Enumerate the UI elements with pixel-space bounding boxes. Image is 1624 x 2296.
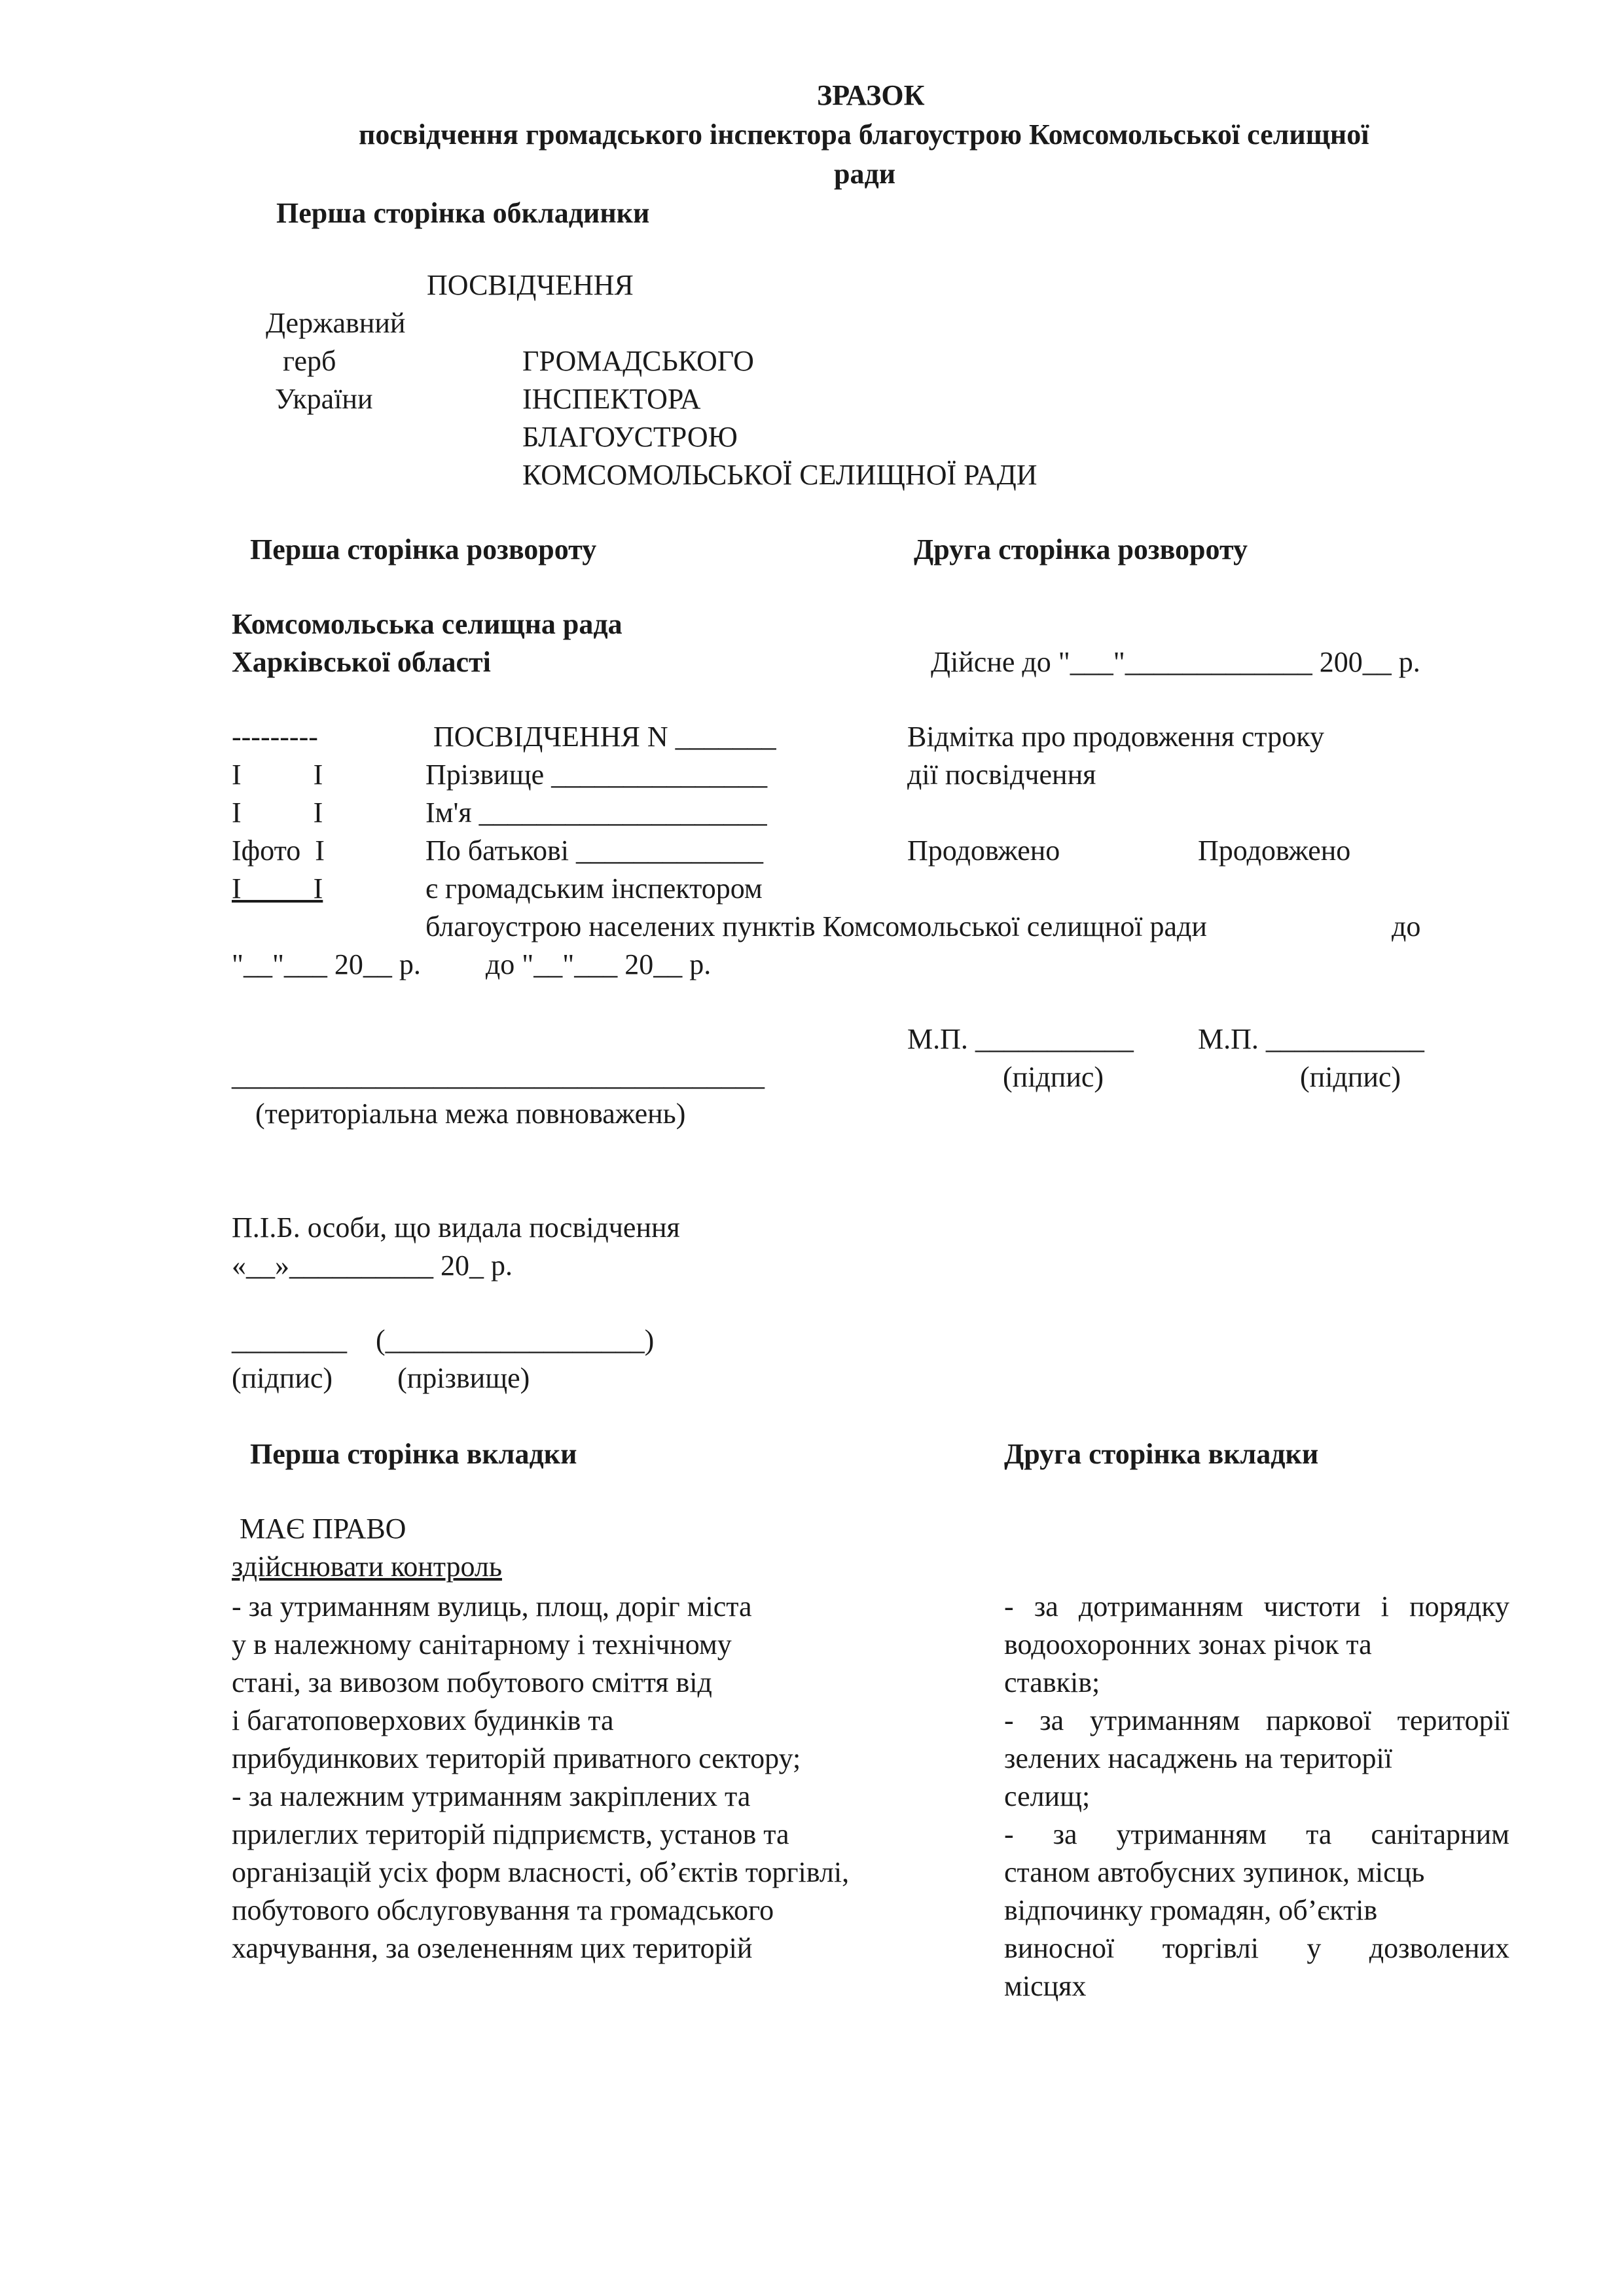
cover-title-4: КОМСОМОЛЬСЬКОЇ СЕЛИЩНОЇ РАДИ (522, 459, 1038, 491)
insert-right-heading: Друга сторінка вкладки (1004, 1438, 1319, 1470)
insert-left-line: харчування, за озелененням цих територій (232, 1932, 753, 1964)
insert-left-line: організацій усіх форм власності, об’єктів торгівлі, (232, 1856, 850, 1888)
stamp-signature: М.П. ___________ (1198, 1023, 1424, 1055)
insert-left-line: і багатоповерхових будинків та (232, 1704, 614, 1736)
cover-heading: Перша сторінка обкладинки (276, 197, 650, 229)
issuer-signature-captions: (підпис) (прізвище) (232, 1362, 530, 1394)
insert-left-line: стані, за вивозом побутового сміття від (232, 1666, 712, 1698)
stamp-signature: М.П. ___________ (907, 1023, 1134, 1055)
photo-frame-row: I I (232, 797, 323, 829)
coat-of-arms-label-3: України (275, 383, 373, 415)
patronymic-field: По батькові _____________ (425, 834, 763, 867)
coat-of-arms-label-2: герб (283, 345, 336, 377)
control-heading: здійснювати контроль (232, 1551, 502, 1583)
extension-note-cont: дії посвідчення (907, 759, 1096, 791)
coat-of-arms-label-1: Державний (266, 307, 406, 339)
authority-area-to: до (1392, 910, 1421, 942)
issue-date: «__»__________ 20_ р. (232, 1249, 513, 1282)
inspector-status: є громадським інспектором (425, 872, 763, 905)
signature-caption: (підпис) (1003, 1061, 1104, 1093)
surname-field: Прізвище _______________ (425, 759, 768, 791)
authority-area: благоустрою населених пунктів Комсомольської селищної ради (425, 910, 1207, 942)
insert-left-heading: Перша сторінка вкладки (250, 1438, 577, 1470)
insert-left-text (232, 1588, 939, 1967)
valid-until: Дійсне до "___"_____________ 200__ р. (931, 646, 1420, 678)
insert-left-line: побутового обслуговування та громадського (232, 1894, 774, 1926)
extended-label: Продовжено (907, 834, 1060, 867)
insert-right-text (1004, 1588, 1509, 2005)
insert-right-line: - за утриманням та санітарним (1004, 1818, 1509, 1850)
signature-caption: (підпис) (1300, 1061, 1401, 1093)
insert-left-line: прибудинкових територій приватного сектору; (232, 1742, 801, 1774)
photo-frame-bottom: I I (232, 872, 323, 905)
territory-caption: (територіальна межа повноважень) (255, 1098, 686, 1130)
cover-title-1: ГРОМАДСЬКОГО (522, 345, 754, 377)
photo-frame-top: --------- (232, 721, 318, 753)
document-title: ЗРАЗОК (817, 79, 925, 111)
insert-right-line: місцях (1004, 1970, 1087, 2002)
insert-right-line: зелених насаджень на території (1004, 1742, 1392, 1774)
insert-right-line: відпочинку громадян, об’єктів (1004, 1894, 1378, 1926)
photo-frame-row: I I (232, 759, 323, 791)
name-field: Ім'я ____________________ (425, 797, 767, 829)
insert-right-line: виносної торгівлі у дозволених (1004, 1932, 1509, 1964)
insert-left-line: - за утриманням вулиць, площ, доріг міста (232, 1590, 752, 1623)
insert-left-line: - за належним утриманням закріплених та (232, 1780, 751, 1812)
certificate-number: ПОСВІДЧЕННЯ N _______ (433, 721, 776, 753)
issuer-name: П.І.Б. особи, що видала посвідчення (232, 1211, 680, 1244)
insert-left-line: у в належному санітарному і технічному (232, 1628, 732, 1660)
cover-posvidchennia: ПОСВІДЧЕННЯ (427, 269, 634, 301)
spread-left-heading: Перша сторінка розвороту (250, 533, 597, 565)
document-subtitle-cont: ради (834, 158, 896, 190)
extended-label: Продовжено (1198, 834, 1351, 867)
insert-right-line: ставків; (1004, 1666, 1100, 1698)
issuer-signature-line: ________ (__________________) (232, 1324, 655, 1356)
org-name: Комсомольська селищна рада (232, 608, 623, 640)
cover-title-2: ІНСПЕКТОРА (522, 383, 701, 415)
extension-note: Відмітка про продовження строку (907, 721, 1324, 753)
territory-line: _____________________________________ (232, 1060, 765, 1092)
insert-right-line: - за утриманням паркової території (1004, 1704, 1509, 1736)
cover-title-3: БЛАГОУСТРОЮ (522, 421, 738, 453)
org-region: Харківської області (232, 646, 491, 678)
insert-right-line: селищ; (1004, 1780, 1091, 1812)
validity-dates: "__"___ 20__ р. до "__"___ 20__ р. (232, 948, 712, 980)
document-subtitle: посвідчення громадського інспектора благоустрою Комсомольської селищної (359, 118, 1369, 151)
rights-heading: МАЄ ПРАВО (240, 1513, 406, 1545)
insert-right-line: - за дотриманням чистоти і порядку (1004, 1590, 1509, 1623)
spread-right-heading: Друга сторінка розвороту (914, 533, 1248, 565)
photo-frame-label: Iфото I (232, 834, 325, 867)
insert-left-line: прилеглих територій підприємств, установ та (232, 1818, 789, 1850)
insert-right-line: станом автобусних зупинок, місць (1004, 1856, 1425, 1888)
insert-right-line: водоохоронних зонах річок та (1004, 1628, 1372, 1660)
